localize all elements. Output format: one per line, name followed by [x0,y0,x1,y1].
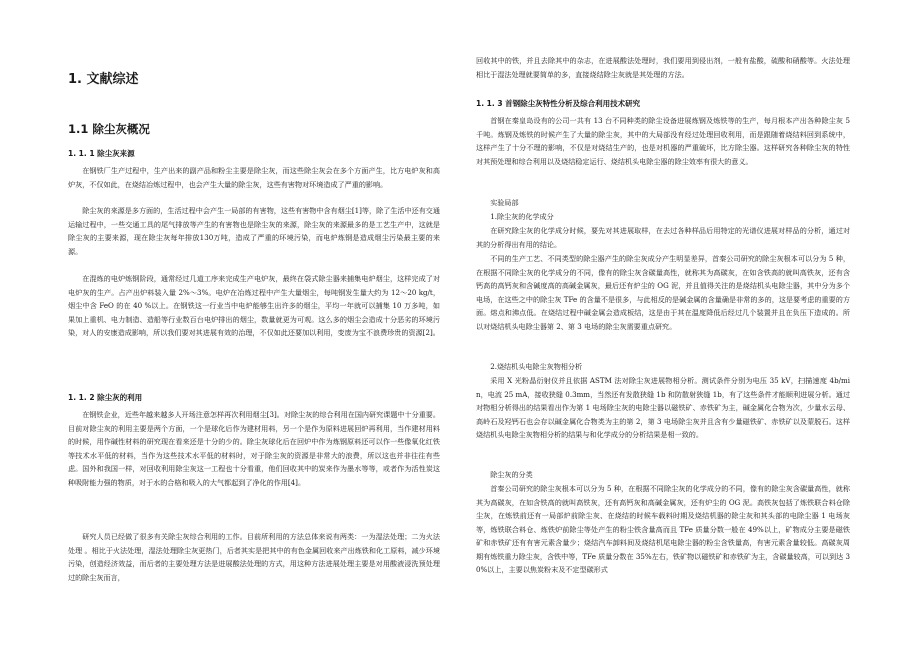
paragraph: 2.烧结机头电除尘灰物相分析 [490,362,583,371]
paragraph: 首钢在秦皇岛设有的公司一共有 13 台不同种类的除尘设备进展炼钢及炼铁等的生产，每月根本产出各种除尘灰 5 千吨。炼钢及炼铁的时候产生了大量的除尘灰，其中的大局部没有经过处理回收利用，而是跟随着烧结料回到系统中，这样产生了十分不理的影响，不仅是对烧结生产的，也是对机器的严重破坏，比方除尘器。这样研究各种除尘灰的特性对其预处理和综合利用以及烧结稳定运行、烧结机头电除尘器的除尘效率有很大的意义。 [476,116,850,166]
section-heading: 1.1 除尘灰概况 [68,122,150,136]
paragraph: 首秦公司研究的除尘灰根本可以分为 5 种，在根据不同除尘灰的化学成分的不同，像有的除尘灰含碳量高性，就称其为高碳灰，在如含铁高的就叫高铁灰，还有高钙灰和高碱金属灰，还有炉尘的 OG 泥。高铁灰包括了炼铁联合料仓除尘灰，在炼铁前还有一局部炉前除尘灰、在烧结的时候车载料时期及烧结机器的除尘灰和其头部的电除尘器 1 电场灰等，炼铁联合料仓、炼铁炉前除尘等处产生的粉尘铁含量高而且 TFe 质量分数一般在 49%以上，矿物成分主要是磁铁矿和赤铁矿还有有害元素含量少；烧结汽车卸料间及烧结机尾电除尘器的粉尘含铁量高，有害元素含量较低。高碳灰周期有炼铁重力除尘灰，含铁中等，TFe 质量分数在 35%左右，铁矿物以磁铁矿和赤铁矿为主，含碳量较高，可以到达 30%以上，主要以焦炭粉末及不定型碳形式 [476,484,850,574]
paragraph: 采用 X 光粉晶衍射仪并且依据 ASTM 法对除尘灰进展物相分析。测试条件分别为电压 35 kV，扫描速度 4b/min，电流 25 mA，接收狭缝 0.3mm，当然还有发散狭缝 1b 和防散射狭缝 1b，有了这些条件才能顺利进展分析。通过对物相分析得出的结果看出作为第 1 电场除尘灰的电除尘器以磁铁矿、赤铁矿为主，碱金属化合物为次，少量水云母、高岭石及羟钙石也会存以碱金属化合物类为主的第 2，第 3 电场除尘灰并且含有少量磁铁矿、赤铁矿以及蒙脱石。这样烧结机头电除尘灰物相分析的结果与和化学成分的分析结果是相一致的。 [476,376,850,439]
subsection-heading: 1. 1. 2 除尘灰的利用 [68,393,143,402]
paragraph: 回收其中的铁，并且去除其中的杂志，在进展酸法处理时，我们要用到侵出剂，一般有盐酸，硫酸和硝酸等。火法处理相比于湿法处理就要简单的多，直接烧结除尘灰就是其处理的方法。 [476,56,850,79]
paragraph: 1.除尘灰的化学成分 [490,212,554,221]
chapter-heading: 1. 文献综述 [68,72,139,87]
paragraph: 实验局部 [490,198,519,207]
paragraph: 在钢铁厂生产过程中，生产出来的副产品和粉尘主要是除尘灰，而这些除尘灰会在多个方面产生，比方电炉灰和高炉灰，不仅如此，在烧结冶炼过程中，也会产生大量的除尘灰，这些有害物对环境造成了严重的影响。 [68,166,440,189]
paragraph: 不同的生产工艺、不同类型的除尘器产生的除尘灰成分产生明显差异，首秦公司研究的除尘灰根本可以分为 5 种，在根据不同除尘灰的化学成分的不同，像有的除尘灰含碳量高性，就称其为高碳灰，在如含铁高的就叫高铁灰，还有含钙高的高钙灰和含碱度高的高碱金属灰，最后还有炉尘的 OG 泥，并且值得关注的是烧结机头电除尘器，其中分为多个电场，在这些之中的除尘灰 TFe 的含量不是很多，与此相反的是碱金属的含量确是非常的多的，这是要考虑的重要的方面。熔点和沸点低。在烧结过程中碱金属会造成板结，这是由于其在温度降低后经过几个装置并且在负压下造成的。所以对烧结机头电除尘器第 2、第 3 电场的除尘灰需要重点研究。 [476,254,850,331]
subsection-heading: 1. 1. 1 除尘灰来源 [68,149,135,158]
paragraph: 除尘灰的分类 [490,470,533,479]
paragraph: 除尘灰的来源是多方面的，生活过程中会产生一局部的有害物，这些有害物中含有烟尘[1]等，除了生活中还有交通运输过程中，一些交通工具的尾气排放等产生的有害物也是除尘灰的来源，除尘灰的来源最多的是工艺生产中，这就是除尘灰的主要来源，现在除尘灰每年排放130万吨，造成了严重的环境污染，而电炉炼钢是造成烟尘污染最主要的来源。 [68,206,440,256]
paragraph: 研究人员已经做了很多有关除尘灰综合利用的工作。目前所利用的方法总体来说有两类：一为湿法处理；二为火法处理 。相比于火法处理，湿法处理除尘灰更热门，后者其实是把其中的有色金属回收来产出炼铁和化工原料，减少环境污染，创造经济效益，而后者的主要处理方法是进展酸法处理的方式，用这种方法进展处理主要是对用酸液浸洗预处理过的除尘灰而言， [68,532,440,582]
paragraph: 在研究除尘灰的化学成分时候，要先对其进展取样，在去过各种样品后用特定的光谱仪进展对样品的分析，通过对其的分析得出有用的结论。 [476,226,850,249]
subsection-heading: 1. 1. 3 首钢除尘灰特性分析及综合利用技术研究 [476,99,641,108]
paragraph: 在钢铁企业，近些年越来越多人开场注意怎样再次利用烟尘[3]。对除尘灰的综合利用在国内研究课题中十分重要。目前对除尘灰的利用主要是两个方面，一个是球化后作为建材用料，另一个是作为原料进展回炉再利用，当作建材用料的时候，用作碱性材料的研究现在看来还是十分的少的。除尘灰球化后在回炉中作为炼钢原料还可以作一些像氧化红铁等技术水平低的材料，当作为这些技术水平低的材料时，对于除尘灰的资源是非常大的浪费，所以这也并非往往有些虑。国外和我国一样，对回收利用除尘灰这一工程也十分看重，他们回收其中的炭来作为墨水等等，或者作为活性炭这种吸附能力强的物质，对于水的合格和吸入的大气都起到了净化的作用[4]。 [68,410,440,487]
paragraph: 在混炼的电炉炼钢阶段，通常经过几道工序来完成生产电炉灰，最终在袋式除尘器来捕集电炉烟尘，这样完成了对电炉灰的生产。占产出炉料装入量 2%～3%。电炉在冶炼过程中产生大量烟尘，每吨钢发生量大约为 12～20 kg/t，烟尘中含 FeO 的在 40 %以上。在钢铁这一行业当中电炉能够生出许多的烟尘，平均一年就可以捕集 10 万多吨，如果加上重机、电力制造、造船等行业数百台电炉排出的烟尘，数量就更为可观。这么多的烟尘会造成十分恶劣的环境污染，对人的安康造成影响，所以我们要对其进展有效的治理，不仅如此还要加以利用，变废为宝不浪费珍贵的资源[2]。 [68,274,440,337]
